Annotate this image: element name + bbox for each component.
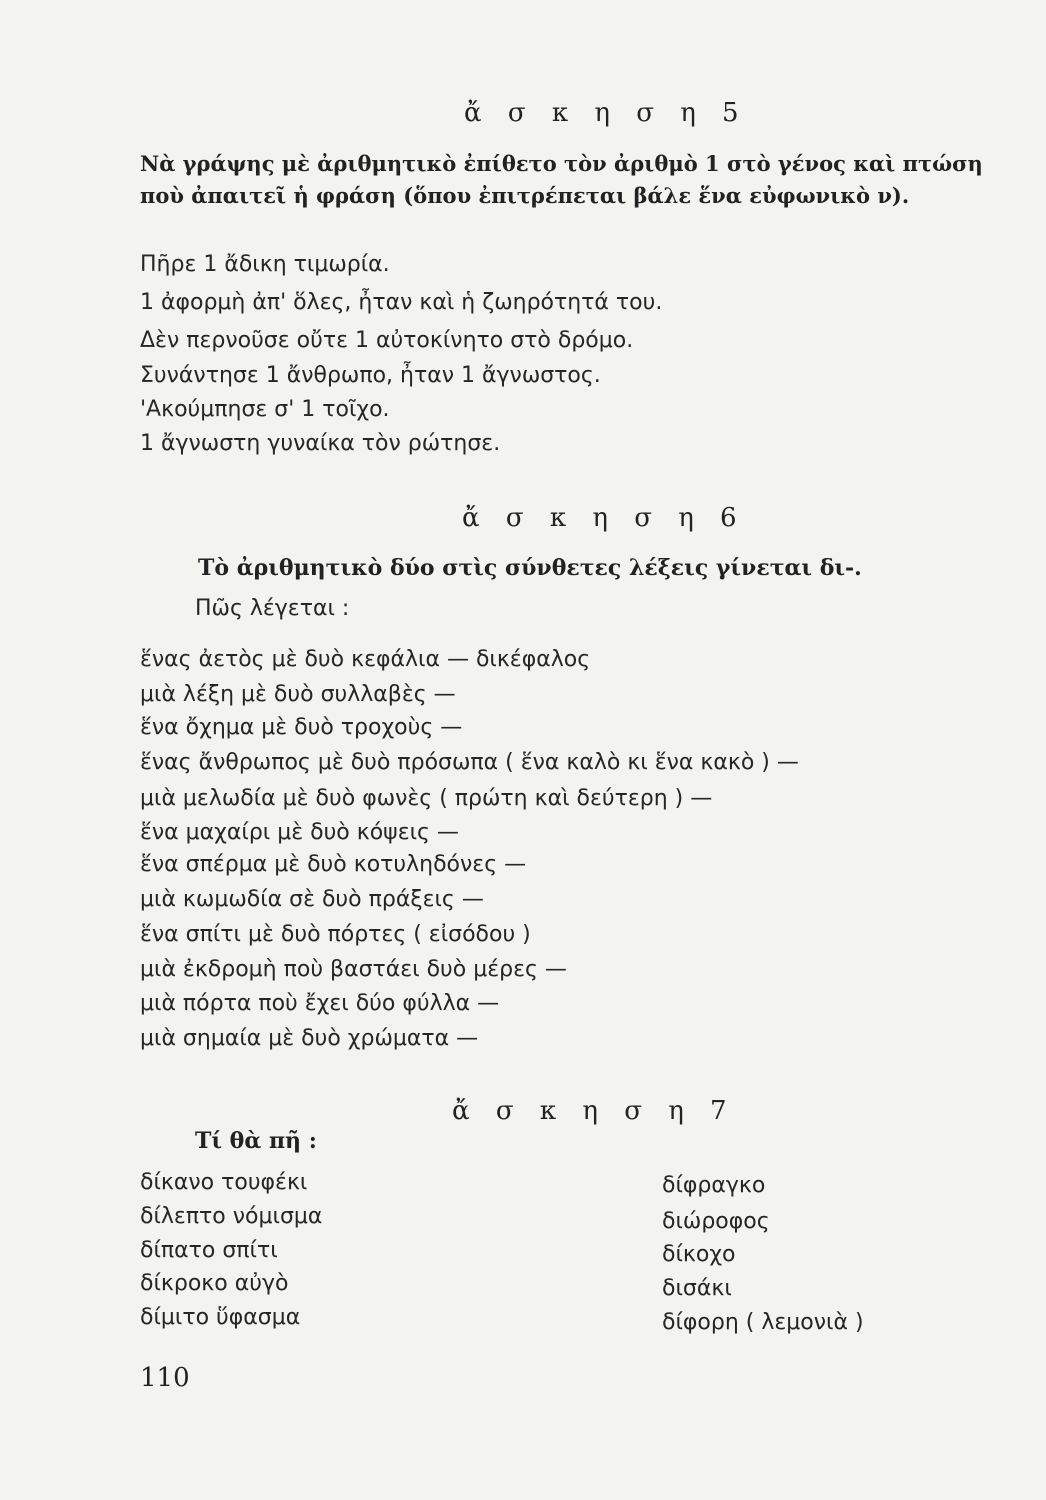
exercise-6-line-7: ἕνα σπέρμα μὲ δυὸ κοτυληδόνες — xyxy=(140,852,527,877)
exercise-6-line-5: μιὰ μελωδία μὲ δυὸ φωνὲς ( πρώτη καὶ δεύτερη ) — xyxy=(140,786,713,811)
exercise-7-right-item-3: δίκοχο xyxy=(662,1242,736,1267)
exercise-7-left-item-4: δίκροκο αὐγὸ xyxy=(140,1271,289,1296)
exercise-6-line-2: μιὰ λέξη μὲ δυὸ συλλαβὲς — xyxy=(140,682,456,707)
exercise-6-line-4: ἕνας ἄνθρωπος μὲ δυὸ πρόσωπα ( ἕνα καλὸ κι ἕνα κακὸ ) — xyxy=(140,750,799,775)
exercise-6-line-6: ἕνα μαχαίρι μὲ δυὸ κόψεις — xyxy=(140,820,459,845)
exercise-6-line-3: ἕνα ὄχημα μὲ δυὸ τροχοὺς — xyxy=(140,715,463,740)
exercise-6-instruction: Τὸ ἀριθμητικὸ δύο στὶς σύνθετες λέξεις γίνεται δι-. xyxy=(198,555,862,581)
exercise-5-line-5: 'Ακούμπησε σ' 1 τοῖχο. xyxy=(140,397,390,422)
exercise-5-line-6: 1 ἄγνωστη γυναίκα τὸν ρώτησε. xyxy=(140,431,501,456)
exercise-6-line-8: μιὰ κωμωδία σὲ δυὸ πράξεις — xyxy=(140,887,484,912)
exercise-5-line-2: 1 ἀφορμὴ ἀπ' ὅλες, ἦταν καὶ ἡ ζωηρότητά του. xyxy=(140,290,663,315)
exercise-5-line-1: Πῆρε 1 ἄδικη τιμωρία. xyxy=(140,252,390,277)
exercise-7-right-item-4: δισάκι xyxy=(662,1276,732,1301)
exercise-7-right-item-2: διώροφος xyxy=(662,1209,770,1234)
exercise-5-instruction: Νὰ γράψης μὲ ἀριθμητικὸ ἐπίθετο τὸν ἀριθμὸ 1 στὸ γένος καὶ πτώση ποὺ ἀπαιτεῖ ἡ φράση (ὅπου ἐπιτρέπεται βάλε ἕνα εὐφωνικὸ ν). xyxy=(140,151,983,208)
exercise-7-right-item-1: δίφραγκο xyxy=(662,1173,766,1198)
exercise-7-left-item-3: δίπατο σπίτι xyxy=(140,1238,278,1263)
exercise-6-line-1: ἕνας ἀετὸς μὲ δυὸ κεφάλια — δικέφαλος xyxy=(140,647,591,672)
exercise-7-left-item-2: δίλεπτο νόμισμα xyxy=(140,1204,323,1229)
exercise-6-line-10: μιὰ ἐκδρομὴ ποὺ βαστάει δυὸ μέρες — xyxy=(140,957,567,982)
exercise-5-line-4: Συνάντησε 1 ἄνθρωπο, ἦταν 1 ἄγνωστος. xyxy=(140,363,601,388)
exercise-7-right-item-5: δίφορη ( λεμονιὰ ) xyxy=(662,1310,864,1335)
exercise-5-heading: ἄ σ κ η σ η 5 xyxy=(464,98,748,128)
exercise-7-heading: ἄ σ κ η σ η 7 xyxy=(452,1096,736,1126)
exercise-6-line-12: μιὰ σημαία μὲ δυὸ χρώματα — xyxy=(140,1026,479,1051)
page-number: 110 xyxy=(140,1363,190,1393)
exercise-6-line-9: ἕνα σπίτι μὲ δυὸ πόρτες ( εἰσόδου ) xyxy=(140,922,531,947)
exercise-5-line-3: Δὲν περνοῦσε οὔτε 1 αὐτοκίνητο στὸ δρόμο. xyxy=(140,328,634,353)
exercise-7-left-item-5: δίμιτο ὕφασμα xyxy=(140,1305,301,1330)
exercise-7-question: Τί θὰ πῆ : xyxy=(195,1128,317,1154)
exercise-7-left-item-1: δίκανο τουφέκι xyxy=(140,1170,308,1195)
exercise-6-heading: ἄ σ κ η σ η 6 xyxy=(462,503,746,533)
exercise-6-question: Πῶς λέγεται : xyxy=(195,596,350,621)
exercise-6-line-11: μιὰ πόρτα ποὺ ἔχει δύο φύλλα — xyxy=(140,991,500,1016)
